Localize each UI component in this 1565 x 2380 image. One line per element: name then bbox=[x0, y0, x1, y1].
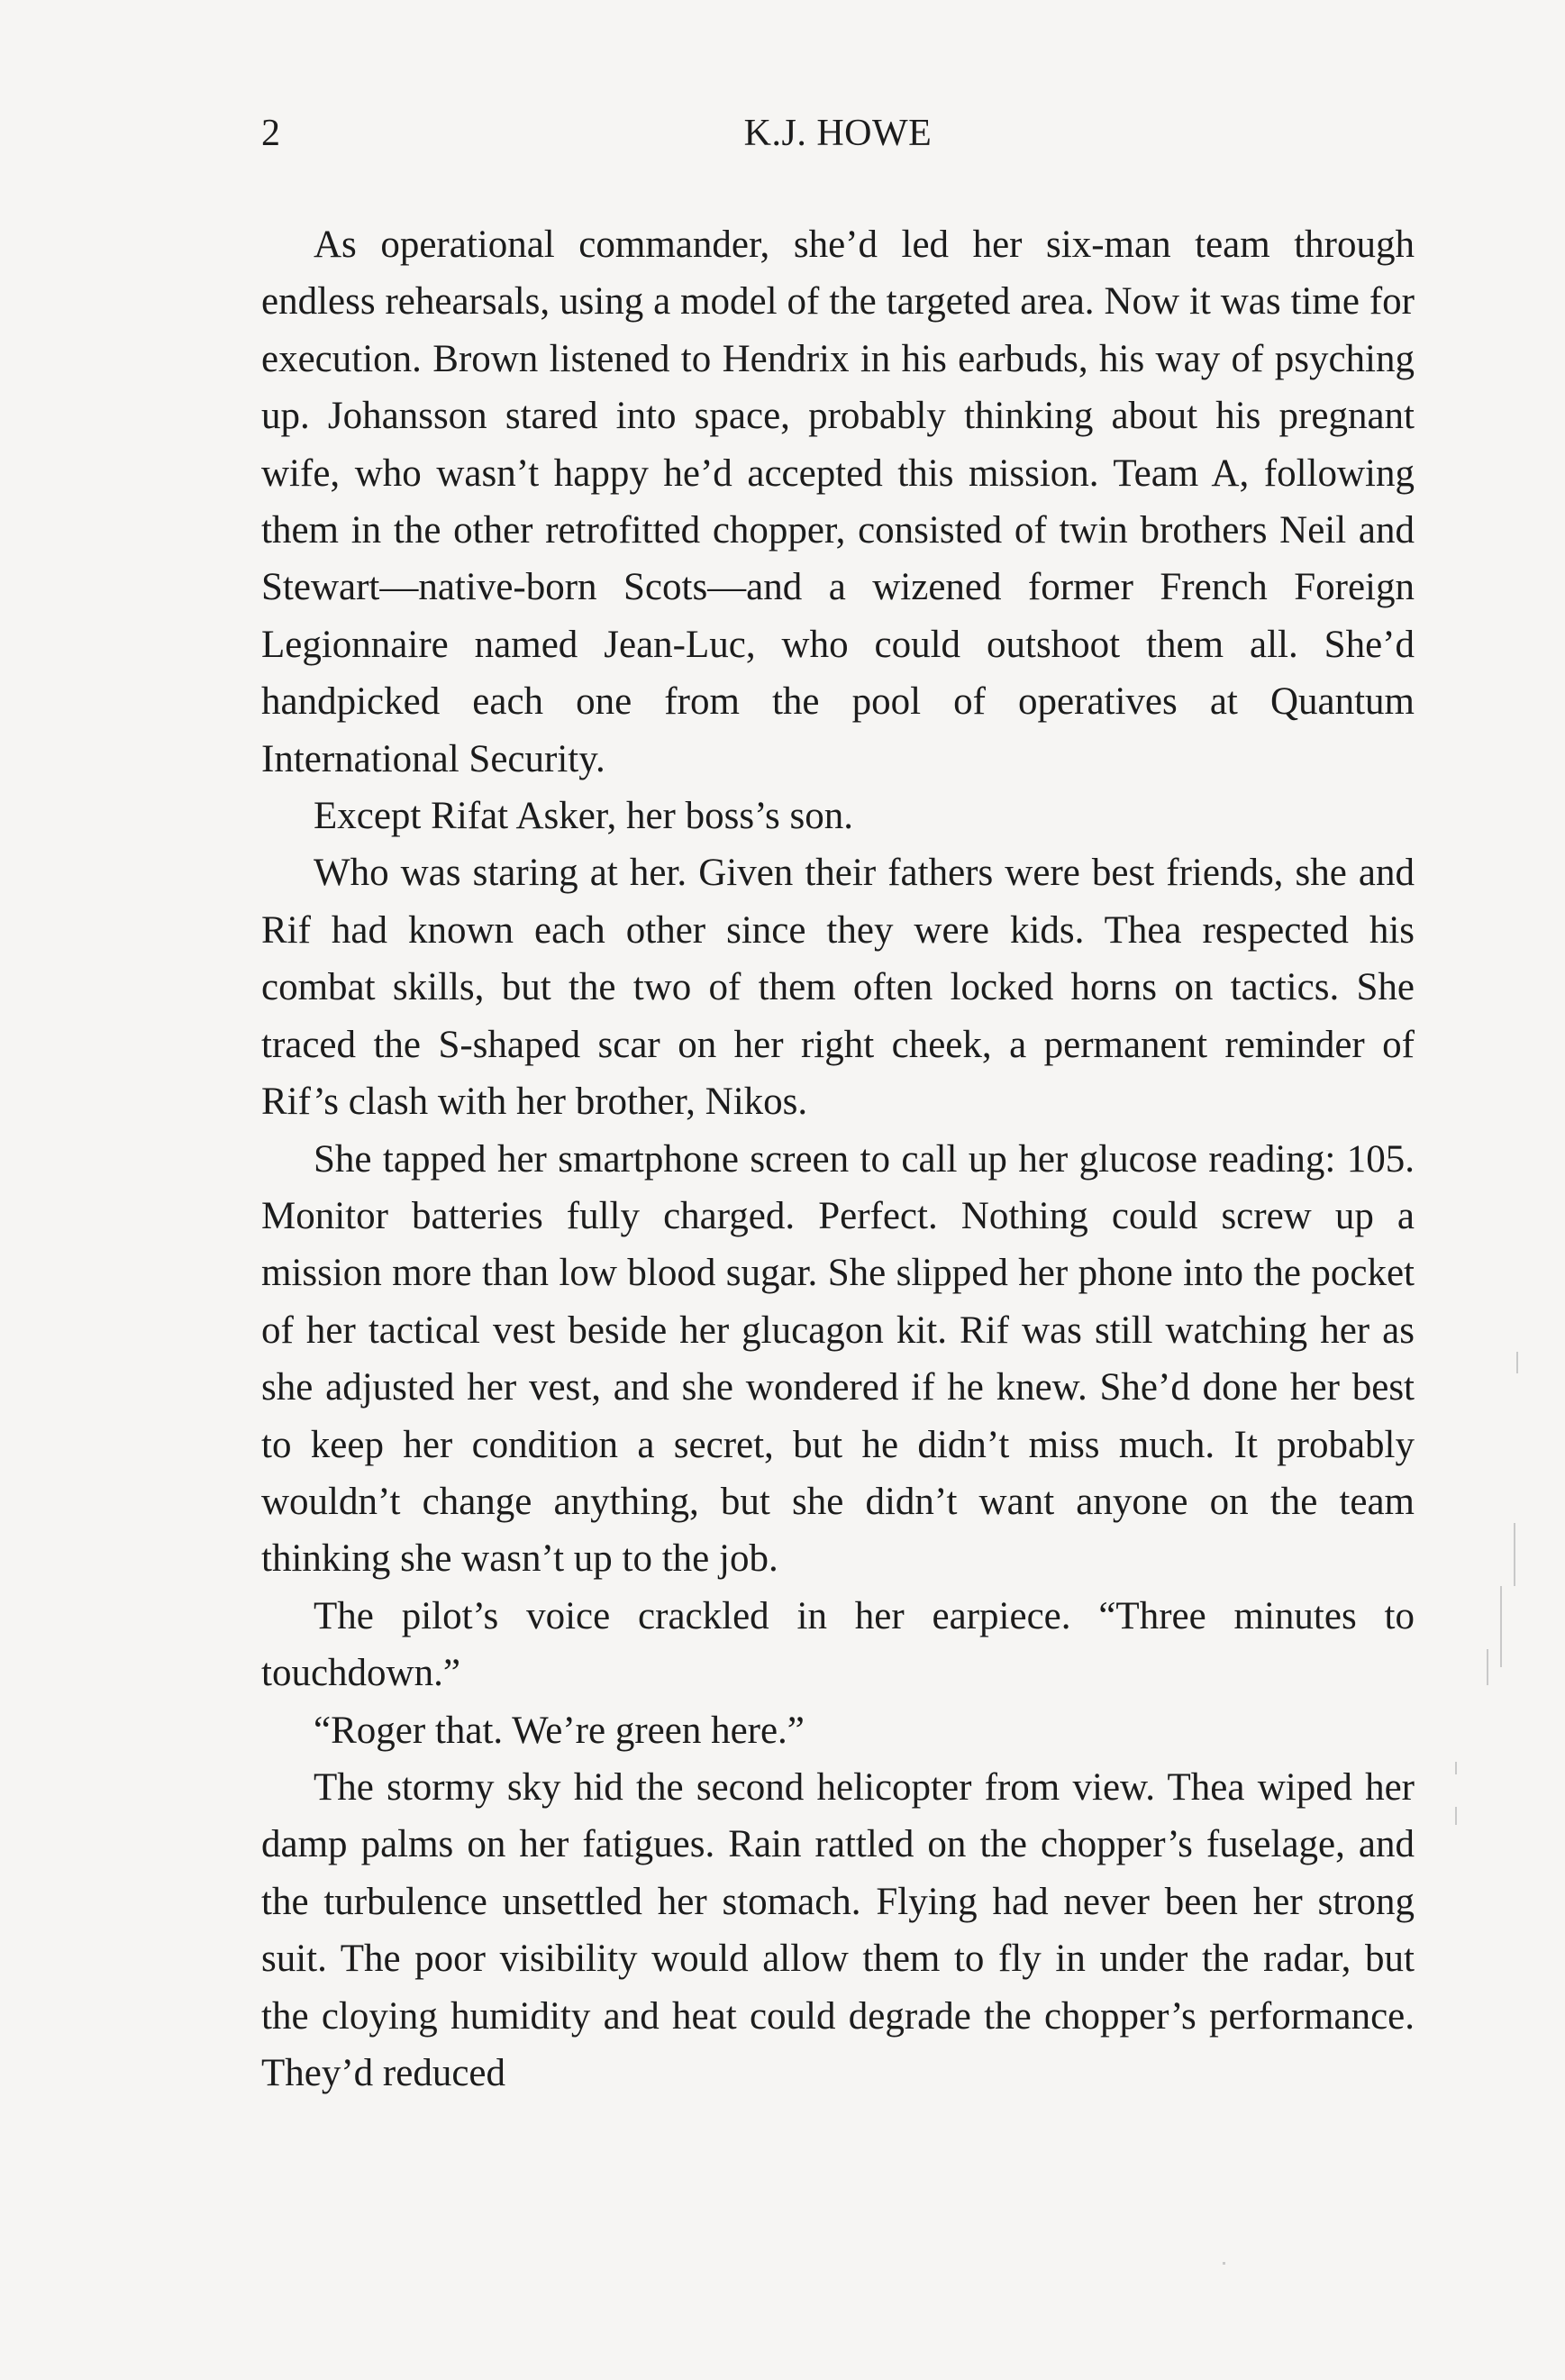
page-header bbox=[261, 106, 1415, 160]
paragraph: She tapped her smartphone screen to call up her glucose reading: 105. Monitor batteries fully charged. Perfect. Nothing could screw up a mission more than low blood sugar. She slipped her phone into the pocket of her tactical vest beside her glucagon kit. Rif was still watching her as she adjusted her vest, and she wondered if he knew. She’d done her best to keep her condition a secret, but he didn’t miss much. It probably wouldn’t change anything, but she didn’t want anyone on the team thinking she wasn’t up to the job. bbox=[261, 1137, 1415, 1581]
running-head: K.J. HOWE bbox=[743, 113, 933, 154]
paragraph: Except Rifat Asker, her boss’s son. bbox=[314, 795, 853, 838]
scan-mark bbox=[1455, 1762, 1457, 1774]
page-number: 2 bbox=[261, 113, 280, 154]
scan-mark bbox=[1514, 1523, 1515, 1586]
scan-mark bbox=[1223, 2262, 1225, 2265]
paragraph: As operational commander, she’d led her six-man team through endless rehearsals, using a model of the targeted area. Now it was time for execution. Brown listened to Hendrix in his earbuds, his way of psyching up. Johansson stared into space, probably thinking about his pregnant wife, who wasn’t happy he’d accepted this mission. Team A, following them in the other retrofitted chopper, consisted of twin brothers Neil and Stewart—native-born Scots—and a wizened former French Foreign Legionnaire named Jean-Luc, who could outshoot them all. She’d handpicked each one from the pool of operatives at Quantum International Security. bbox=[261, 223, 1415, 780]
scan-mark bbox=[1487, 1649, 1488, 1685]
paragraph: “Roger that. We’re green here.” bbox=[314, 1709, 805, 1752]
paragraph: Who was staring at her. Given their fathers were best friends, she and Rif had known each other since they were kids. Thea respected his combat skills, but the two of them often locked horns on tactics. She traced the S-shaped scar on her right cheek, a permanent reminder of Rif’s clash with her brother, Nikos. bbox=[261, 852, 1415, 1124]
paragraph: The pilot’s voice crackled in her earpiece. “Three minutes to touchdown.” bbox=[261, 1594, 1415, 1695]
scan-mark bbox=[1516, 1352, 1518, 1373]
scan-mark bbox=[1455, 1807, 1457, 1825]
body-text bbox=[261, 216, 1415, 2102]
scan-mark bbox=[1500, 1586, 1502, 1667]
paragraph: The stormy sky hid the second helicopter from view. Thea wiped her damp palms on her fatigues. Rain rattled on the chopper’s fuselage, and the turbulence unsettled her stomach. Flying had never been her strong suit. The poor visibility would allow them to fly in under the radar, but the cloying humidity and heat could degrade the chopper’s performance. They’d reduced bbox=[261, 1765, 1415, 2094]
